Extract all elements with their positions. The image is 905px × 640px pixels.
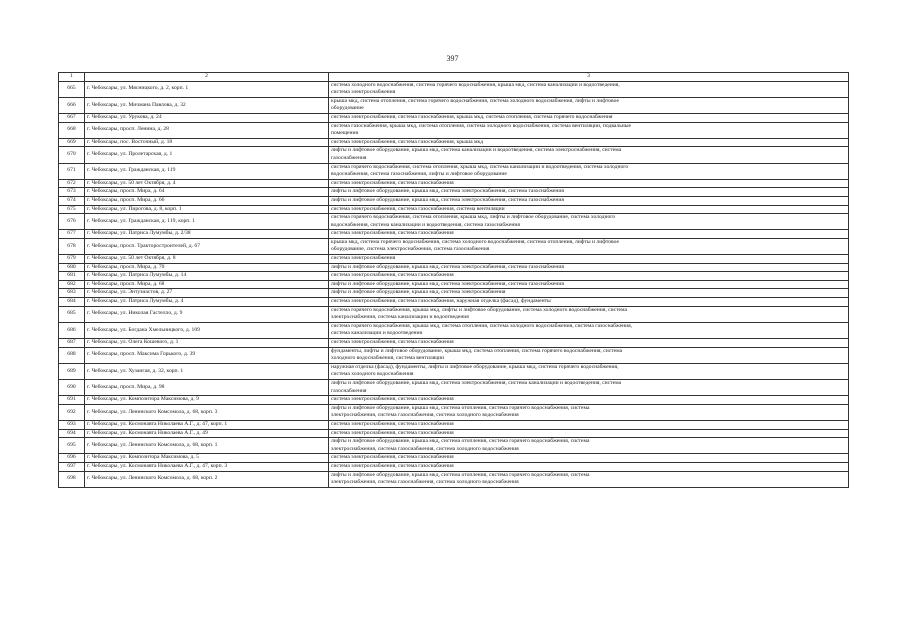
address-cell: г. Чебоксары, ул. Энтузиастов, д. 27 bbox=[85, 289, 329, 298]
works-line: газоснабжения bbox=[331, 154, 367, 161]
row-number-cell: 692 bbox=[59, 404, 85, 420]
table-row bbox=[59, 306, 849, 322]
table-row bbox=[59, 322, 849, 338]
table-row bbox=[59, 289, 849, 298]
works-line: водоснабжения, система газоснабжения, лифты и лифтовое оборудование bbox=[331, 171, 507, 178]
table-header-row bbox=[59, 73, 849, 82]
address-cell: г. Чебоксары, ул. Олега Кошевого, д. 1 bbox=[85, 339, 329, 348]
table-row bbox=[59, 272, 849, 281]
address-cell: г. Чебоксары, ул. Патриса Лумумбы, д. 2/38 bbox=[85, 230, 329, 239]
address-cell: г. Чебоксары, ул. Космонавта Николаева А.Г., д. 47, корп. 1 bbox=[85, 420, 329, 429]
works-line: система электроснабжения, система газоснабжения bbox=[331, 462, 454, 469]
works-line: система электроснабжения, система газоснабжения bbox=[331, 339, 454, 345]
address-cell: г. Чебоксары, ул. Николая Гастелло, д. 9 bbox=[85, 306, 329, 322]
works-cell bbox=[329, 147, 849, 163]
works-line: система горячего водоснабжения, крыша мкд, система отопления, система холодного водоснабжения, система газоснабжения, bbox=[331, 322, 633, 329]
works-line: система канализации и водоотведения bbox=[331, 330, 423, 337]
column-header-works: 3 bbox=[329, 73, 849, 82]
works-cell bbox=[329, 255, 849, 264]
works-line: система горячего водоснабжения, система отопления, крыша мкд, система канализации и водоотведения, система холодного bbox=[331, 163, 629, 170]
address-cell: г. Чебоксары, просп. Тракторостроителей, д. 67 bbox=[85, 238, 329, 254]
table-row bbox=[59, 122, 849, 138]
works-line: система газоснабжения, крыша мкд, система отопления, система холодного водоснабжения, система вентиляции, подвальные bbox=[331, 122, 631, 129]
row-number-cell: 682 bbox=[59, 280, 85, 289]
works-line: крыша мкд, система горячего водоснабжения, система холодного водоснабжения, система отопления, лифты и лифтовое bbox=[331, 238, 619, 245]
table-row bbox=[59, 214, 849, 230]
works-cell bbox=[329, 179, 849, 188]
works-line: лифты и лифтовое оборудование, крыша мкд, система отопления, система горячего водоснабжения, система bbox=[331, 438, 590, 445]
table-row bbox=[59, 255, 849, 264]
works-line: система электроснабжения, система газоснабжения, наружная отделка (фасад), фундаменты bbox=[331, 298, 551, 305]
row-number-cell: 687 bbox=[59, 339, 85, 348]
address-cell: г. Чебоксары, просп. Ленина, д. 28 bbox=[85, 122, 329, 138]
works-cell bbox=[329, 322, 849, 338]
works-line: система электроснабжения, система газоснабжения, система вентиляции bbox=[331, 205, 505, 212]
row-number-cell: 691 bbox=[59, 396, 85, 405]
works-line: лифты и лифтовое оборудование, крыша мкд, система отопления, система горячего водоснабжения, система bbox=[331, 404, 590, 411]
address-cell: г. Чебоксары, пос. Восточный, д. 18 bbox=[85, 138, 329, 147]
works-cell bbox=[329, 97, 849, 113]
address-cell: г. Чебоксары, ул. Патриса Лумумбы, д. 14 bbox=[85, 272, 329, 281]
row-number-cell: 688 bbox=[59, 347, 85, 363]
row-number-cell: 674 bbox=[59, 196, 85, 205]
row-number-cell: 693 bbox=[59, 420, 85, 429]
works-cell bbox=[329, 306, 849, 322]
works-cell bbox=[329, 81, 849, 97]
works-cell bbox=[329, 214, 849, 230]
table-body bbox=[59, 81, 849, 487]
works-line: система электроснабжения, система газоснабжения bbox=[331, 396, 454, 403]
works-cell bbox=[329, 429, 849, 438]
works-line: система электроснабжения, система газоснабжения bbox=[331, 429, 454, 436]
works-line: электроснабжения, система канализации и водоотведения bbox=[331, 314, 469, 321]
address-cell: г. Чебоксары, ул. Космонавта Николаева А.Г., д. 49 bbox=[85, 429, 329, 438]
address-cell: г. Чебоксары, ул. Ленинского Комсомола, д. 68, корп. 3 bbox=[85, 404, 329, 420]
works-line: помещения bbox=[331, 130, 359, 137]
works-line: система электроснабжения, система газоснабжения bbox=[331, 272, 454, 279]
table-row bbox=[59, 347, 849, 363]
row-number-cell: 694 bbox=[59, 429, 85, 438]
table-row bbox=[59, 205, 849, 214]
address-cell: г. Чебоксары, ул. Патриса Лумумбы, д. 4 bbox=[85, 298, 329, 307]
works-line: оборудование bbox=[331, 105, 364, 112]
table-row bbox=[59, 263, 849, 272]
table-row bbox=[59, 138, 849, 147]
works-line: электроснабжения, система газоснабжения, система холодного водоснабжения bbox=[331, 412, 519, 419]
table-row bbox=[59, 196, 849, 205]
table-row bbox=[59, 97, 849, 113]
works-line: система электроснабжения, система газоснабжения bbox=[331, 420, 454, 427]
row-number-cell: 679 bbox=[59, 255, 85, 264]
works-cell bbox=[329, 196, 849, 205]
works-cell bbox=[329, 205, 849, 214]
address-cell: г. Чебоксары, просп. Мира, д. 70 bbox=[85, 263, 329, 272]
row-number-cell: 667 bbox=[59, 113, 85, 122]
works-cell bbox=[329, 404, 849, 420]
row-number-cell: 696 bbox=[59, 454, 85, 463]
works-line: лифты и лифтовое оборудование, крыша мкд, система электроснабжения bbox=[331, 289, 506, 296]
works-line: оборудование, система электроснабжения, система газоснабжения bbox=[331, 246, 490, 253]
row-number-cell: 670 bbox=[59, 147, 85, 163]
works-cell bbox=[329, 339, 849, 348]
works-line: лифты и лифтовое оборудование, крыша мкд, система электроснабжения, система канализации и водоотведения, система bbox=[331, 379, 622, 386]
row-number-cell: 678 bbox=[59, 238, 85, 254]
row-number-cell: 698 bbox=[59, 471, 85, 487]
works-line: наружная отделка (фасад), фундаменты, лифты и лифтовое оборудование, крыша мкд, система горячего водоснабжения, bbox=[331, 363, 619, 370]
row-number-cell: 666 bbox=[59, 97, 85, 113]
address-cell: г. Чебоксары, ул. Ленинского Комсомола, д. 68, корп. 1 bbox=[85, 438, 329, 454]
works-line: лифты и лифтовое оборудование, крыша мкд, система отопления, система горячего водоснабжения, система bbox=[331, 471, 590, 478]
address-cell: г. Чебоксары, ул. Богдана Хмельницкого, д. 109 bbox=[85, 322, 329, 338]
address-cell: г. Чебоксары, просп. Мира, д. 68 bbox=[85, 280, 329, 289]
works-cell bbox=[329, 396, 849, 405]
address-cell: г. Чебоксары, просп. Мира, д. 64 bbox=[85, 188, 329, 197]
works-cell bbox=[329, 471, 849, 487]
row-number-cell: 683 bbox=[59, 289, 85, 298]
row-number-cell: 676 bbox=[59, 214, 85, 230]
works-line: электроснабжения, система газоснабжения, система холодного водоснабжения bbox=[331, 479, 519, 486]
table-row bbox=[59, 339, 849, 348]
address-cell: г. Чебоксары, ул. Ленинского Комсомола, д. 68, корп. 2 bbox=[85, 471, 329, 487]
works-cell bbox=[329, 138, 849, 147]
works-cell bbox=[329, 188, 849, 197]
table-row bbox=[59, 238, 849, 254]
address-cell: г. Чебоксары, просп. Мира, д. 98 bbox=[85, 379, 329, 395]
works-cell bbox=[329, 289, 849, 298]
row-number-cell: 677 bbox=[59, 230, 85, 239]
address-cell: г. Чебоксары, просп. Максима Горького, д. 39 bbox=[85, 347, 329, 363]
works-line: лифты и лифтовое оборудование, крыша мкд, система электроснабжения, система газоснабжения bbox=[331, 263, 564, 270]
row-number-cell: 672 bbox=[59, 179, 85, 188]
table-row bbox=[59, 454, 849, 463]
works-cell bbox=[329, 438, 849, 454]
works-cell bbox=[329, 298, 849, 307]
address-cell: г. Чебоксары, ул. Пирогова, д. 8, корп. 1 bbox=[85, 205, 329, 214]
works-line: газоснабжения bbox=[331, 387, 367, 394]
works-line: система электроснабжения, система газоснабжения, крыша мкд bbox=[331, 138, 484, 145]
works-cell bbox=[329, 462, 849, 471]
row-number-cell: 697 bbox=[59, 462, 85, 471]
works-line: система электроснабжения, система газоснабжения bbox=[331, 454, 454, 461]
address-cell: г. Чебоксары, ул. 50 лет Октября, д. 4 bbox=[85, 179, 329, 188]
table-row bbox=[59, 404, 849, 420]
table-row bbox=[59, 471, 849, 487]
table-row bbox=[59, 298, 849, 307]
address-cell: г. Чебоксары, ул. Гражданская, д. 119 bbox=[85, 163, 329, 179]
table-row bbox=[59, 81, 849, 97]
table-row bbox=[59, 438, 849, 454]
works-cell bbox=[329, 122, 849, 138]
address-cell: г. Чебоксары, просп. Мира, д. 66 bbox=[85, 196, 329, 205]
works-line: лифты и лифтовое оборудование, крыша мкд, система электроснабжения, система газоснабжения bbox=[331, 280, 564, 287]
column-header-number: 1 bbox=[59, 73, 85, 82]
works-cell bbox=[329, 230, 849, 239]
works-line: система электроснабжения bbox=[331, 89, 396, 96]
table-row bbox=[59, 188, 849, 197]
row-number-cell: 665 bbox=[59, 81, 85, 97]
table-row bbox=[59, 363, 849, 379]
works-cell bbox=[329, 263, 849, 272]
works-line: система электроснабжения, система газоснабжения, крыша мкд, система отопления, система горячего водоснабжения bbox=[331, 113, 613, 120]
works-cell bbox=[329, 363, 849, 379]
address-cell: г. Чебоксары, ул. Гражданская, д. 119, корп. 1 bbox=[85, 214, 329, 230]
row-number-cell: 684 bbox=[59, 298, 85, 307]
row-number-cell: 675 bbox=[59, 205, 85, 214]
works-line: водоснабжения, система канализации и водоотведения, система газоснабжения bbox=[331, 221, 520, 228]
works-line: система горячего водоснабжения, система отопления, крыша мкд, лифты и лифтовое оборудование, система холодного bbox=[331, 214, 616, 221]
works-line: лифты и лифтовое оборудование, крыша мкд, система канализации и водоотведения, система электроснабжения, система bbox=[331, 147, 622, 154]
address-cell: г. Чебоксары, ул. Космонавта Николаева А.Г., д. 47, корп. 3 bbox=[85, 462, 329, 471]
table-row bbox=[59, 280, 849, 289]
page-number: 397 bbox=[446, 54, 459, 63]
row-number-cell: 680 bbox=[59, 263, 85, 272]
works-line: система электроснабжения, система газоснабжения bbox=[331, 230, 454, 237]
building-works-table bbox=[58, 72, 849, 488]
row-number-cell: 681 bbox=[59, 272, 85, 281]
row-number-cell: 671 bbox=[59, 163, 85, 179]
row-number-cell: 685 bbox=[59, 306, 85, 322]
table-row bbox=[59, 379, 849, 395]
table-row bbox=[59, 429, 849, 438]
works-cell bbox=[329, 272, 849, 281]
works-line: система горячего водоснабжения, крыша мкд, лифты и лифтовое оборудование, система холодного водоснабжения, система bbox=[331, 306, 627, 313]
works-line: система электроснабжения bbox=[331, 255, 396, 262]
address-cell: г. Чебоксары, ул. Урукова, д. 24 bbox=[85, 113, 329, 122]
address-cell: г. Чебоксары, ул. 50 лет Октября, д. 8 bbox=[85, 255, 329, 264]
table-row bbox=[59, 147, 849, 163]
address-cell: г. Чебоксары, ул. Композитора Максимова, д. 5 bbox=[85, 454, 329, 463]
works-cell bbox=[329, 379, 849, 395]
column-header-address: 2 bbox=[85, 73, 329, 82]
table-row bbox=[59, 462, 849, 471]
works-cell bbox=[329, 347, 849, 363]
address-cell: г. Чебоксары, ул. Пролетарская, д. 1 bbox=[85, 147, 329, 163]
address-cell: г. Чебоксары, ул. Мичмана Павлова, д. 32 bbox=[85, 97, 329, 113]
address-cell: г. Чебоксары, ул. Мясницкого, д. 2, корп. 1 bbox=[85, 81, 329, 97]
row-number-cell: 673 bbox=[59, 188, 85, 197]
row-number-cell: 668 bbox=[59, 122, 85, 138]
works-line: холодного водоснабжения, система вентиляции bbox=[331, 355, 445, 362]
works-line: фундаменты, лифты и лифтовое оборудование, крыша мкд, система отопления, система горячего водоснабжения, система bbox=[331, 347, 623, 354]
works-cell bbox=[329, 280, 849, 289]
works-line: лифты и лифтовое оборудование, крыша мкд, система электроснабжения, система газоснабжения bbox=[331, 188, 564, 195]
table-row bbox=[59, 396, 849, 405]
works-line: система холодного водоснабжения bbox=[331, 371, 414, 378]
works-line: электроснабжения, система газоснабжения, система холодного водоснабжения bbox=[331, 445, 519, 452]
row-number-cell: 689 bbox=[59, 363, 85, 379]
works-line: система электроснабжения, система газоснабжения bbox=[331, 179, 454, 186]
table-row bbox=[59, 163, 849, 179]
works-cell bbox=[329, 163, 849, 179]
address-cell: г. Чебоксары, ул. Композитора Максимова, д. 9 bbox=[85, 396, 329, 405]
works-line: система холодного водоснабжения, система горячего водоснабжения, крыша мкд, система канализации и водоотведения, bbox=[331, 81, 620, 88]
row-number-cell: 686 bbox=[59, 322, 85, 338]
row-number-cell: 690 bbox=[59, 379, 85, 395]
row-number-cell: 695 bbox=[59, 438, 85, 454]
address-cell: г. Чебоксары, ул. Хузангая, д. 32, корп. 1 bbox=[85, 363, 329, 379]
row-number-cell: 669 bbox=[59, 138, 85, 147]
works-cell bbox=[329, 420, 849, 429]
works-cell bbox=[329, 454, 849, 463]
works-line: лифты и лифтовое оборудование, крыша мкд, система электроснабжения, система газоснабжения bbox=[331, 196, 564, 203]
table-row bbox=[59, 179, 849, 188]
works-line: крыша мкд, система отопления, система горячего водоснабжения, система холодного водоснабжения, лифты и лифтовое bbox=[331, 97, 619, 104]
works-cell bbox=[329, 238, 849, 254]
table-row bbox=[59, 230, 849, 239]
works-cell bbox=[329, 113, 849, 122]
table-row bbox=[59, 420, 849, 429]
table-row bbox=[59, 113, 849, 122]
